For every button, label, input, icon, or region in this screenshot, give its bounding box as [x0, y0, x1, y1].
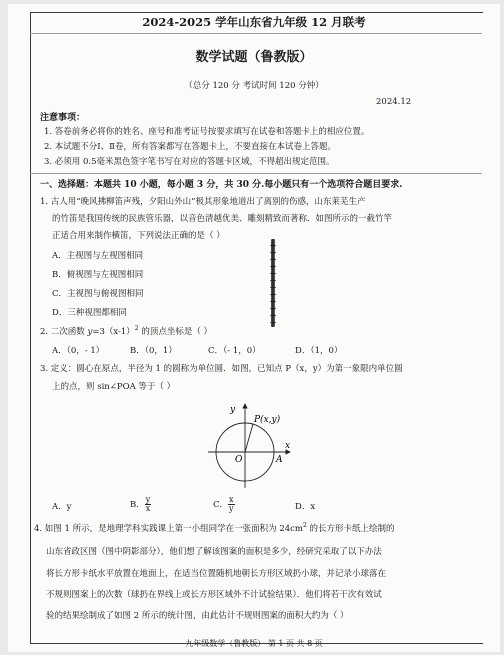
q3-option-c-prefix: C． — [213, 500, 229, 510]
q3-c-den: y — [229, 504, 234, 513]
x-axis-label: x — [285, 441, 291, 451]
title-divider — [30, 33, 482, 34]
page-footer: 九年级数学（鲁教版） 第 1 页 共 8 页 — [185, 639, 323, 648]
q3-option-b-prefix: B． — [130, 500, 145, 510]
q2-stem-y: y — [87, 327, 93, 337]
point-p-label: P(x,y) — [254, 415, 281, 425]
q3-option-d: D．x — [295, 502, 316, 512]
q4-line-5: 验的结果绘制成了如图 2 所示的统计图，由此估计不规则图案的面积大约为（ ） — [46, 611, 349, 621]
q2-option-b: B．（0，1） — [130, 346, 177, 356]
exam-title: 2024-2025 学年山东省九年级 12 月联考 — [142, 15, 366, 29]
q3-c-num: x — [229, 495, 234, 504]
q4-line-2: 山东省政区图（图中阴影部分），他们想了解该图案的面积是多少，经研究采取了以下办法 — [46, 547, 382, 557]
q2-stem-d: 的顶点坐标是（ ） — [138, 327, 213, 337]
q2-stem — [40, 326, 212, 338]
q4-line-1-sup: 2 — [302, 522, 307, 530]
q3-option-c — [213, 496, 235, 513]
q1-option-c: C．主视图与俯视图相同 — [52, 289, 144, 299]
section-heading: 一、选择题：本题共 10 小题，每小题 3 分，共 30 分.每小题只有一个选项符合题目要求. — [40, 180, 403, 190]
q3-b-num: y — [145, 495, 151, 504]
note-item-2: 2. 本试题不分Ⅰ、Ⅱ卷，所有答案都写在答题卡上，不要直接在本试卷上答题。 — [44, 142, 336, 152]
q1-line-3: 正适合用来制作横笛，下列说法正确的是（ ） — [52, 231, 225, 241]
note-item-1: 1. 答卷前务必将你的姓名、座号和准考证号按要求填写在试卷和答题卡上的相应位置。 — [44, 127, 370, 137]
q1-option-a: A．主视图与左视图相同 — [52, 251, 144, 261]
q2-option-c: C．（- 1，0） — [208, 346, 261, 356]
q3-line-1: 3. 定义：圆心在原点，半径为 1 的圆称为单位圆．如图，已知点 P（x，y）为第一象限内单位圆 — [40, 364, 403, 374]
q3-b-den: x — [145, 504, 151, 513]
subject-title: 数学试题（鲁教版） — [195, 50, 313, 65]
exam-date: 2024.12 — [376, 97, 412, 107]
exam-info: （总分 120 分 考试时间 120 分钟） — [184, 81, 324, 91]
q1-line-2: 的竹笛是我国传统的民族管乐器，以音色清越优美、雕刻精致而著称．如图所示的一截竹竿 — [52, 214, 393, 224]
radius-op — [245, 424, 253, 452]
note-item-3: 3. 必须用 0.5毫米黑色签字笔书写在对应的答题卡区域，不得超出规定范围。 — [44, 157, 335, 167]
q4-line-1a: 4. 如图 1 所示，是地理学科实践课上第一小组同学在一张面积为 24cm — [34, 524, 303, 534]
q4-line-1 — [34, 523, 395, 535]
point-a-label: A — [276, 455, 283, 465]
q3-line-2: 上的点，则 sin∠POA 等于（ ） — [52, 382, 176, 392]
q1-option-b: B．俯视图与左视图相同 — [52, 270, 144, 280]
q2-stem-c: =3（x-1） — [92, 327, 135, 337]
q1-option-d: D．三种视图都相同 — [52, 308, 127, 318]
unit-circle-diagram — [198, 400, 298, 492]
q4-line-4: 不规则图案上的次数（球扔在界线上或长方形区域外不计试验结果）．他们将若干次有效试 — [46, 590, 382, 600]
origin-label: O — [235, 455, 243, 465]
q3-option-c-frac — [228, 496, 235, 513]
y-axis-label: y — [230, 405, 236, 415]
q3-option-a: A．y — [52, 502, 72, 512]
q2-option-a: A．（0，- 1） — [52, 346, 105, 356]
q3-option-b — [130, 496, 151, 513]
exam-paper — [8, 4, 500, 652]
q1-line-1: 1. 古人用“晚风拂柳笛声残，夕阳山外山”极其形象地道出了离别的伤感，山东莱芜生产 — [40, 197, 366, 207]
q2-stem-a: 2. 二次函数 — [40, 327, 88, 337]
q4-line-3: 将长方形卡纸水平放置在地面上，在适当位置随机地朝长方形区域扔小球，并记录小球落在 — [46, 569, 387, 579]
q2-stem-sup: 2 — [134, 325, 139, 333]
notes-divider — [30, 173, 482, 174]
q2-option-d: D．（1，0） — [295, 346, 343, 356]
q4-line-1b: 的长方形卡纸上绘制的 — [306, 524, 395, 534]
bamboo-rod-figure — [271, 239, 275, 327]
notes-heading: 注意事项： — [40, 113, 86, 123]
q3-option-b-frac — [145, 496, 152, 513]
